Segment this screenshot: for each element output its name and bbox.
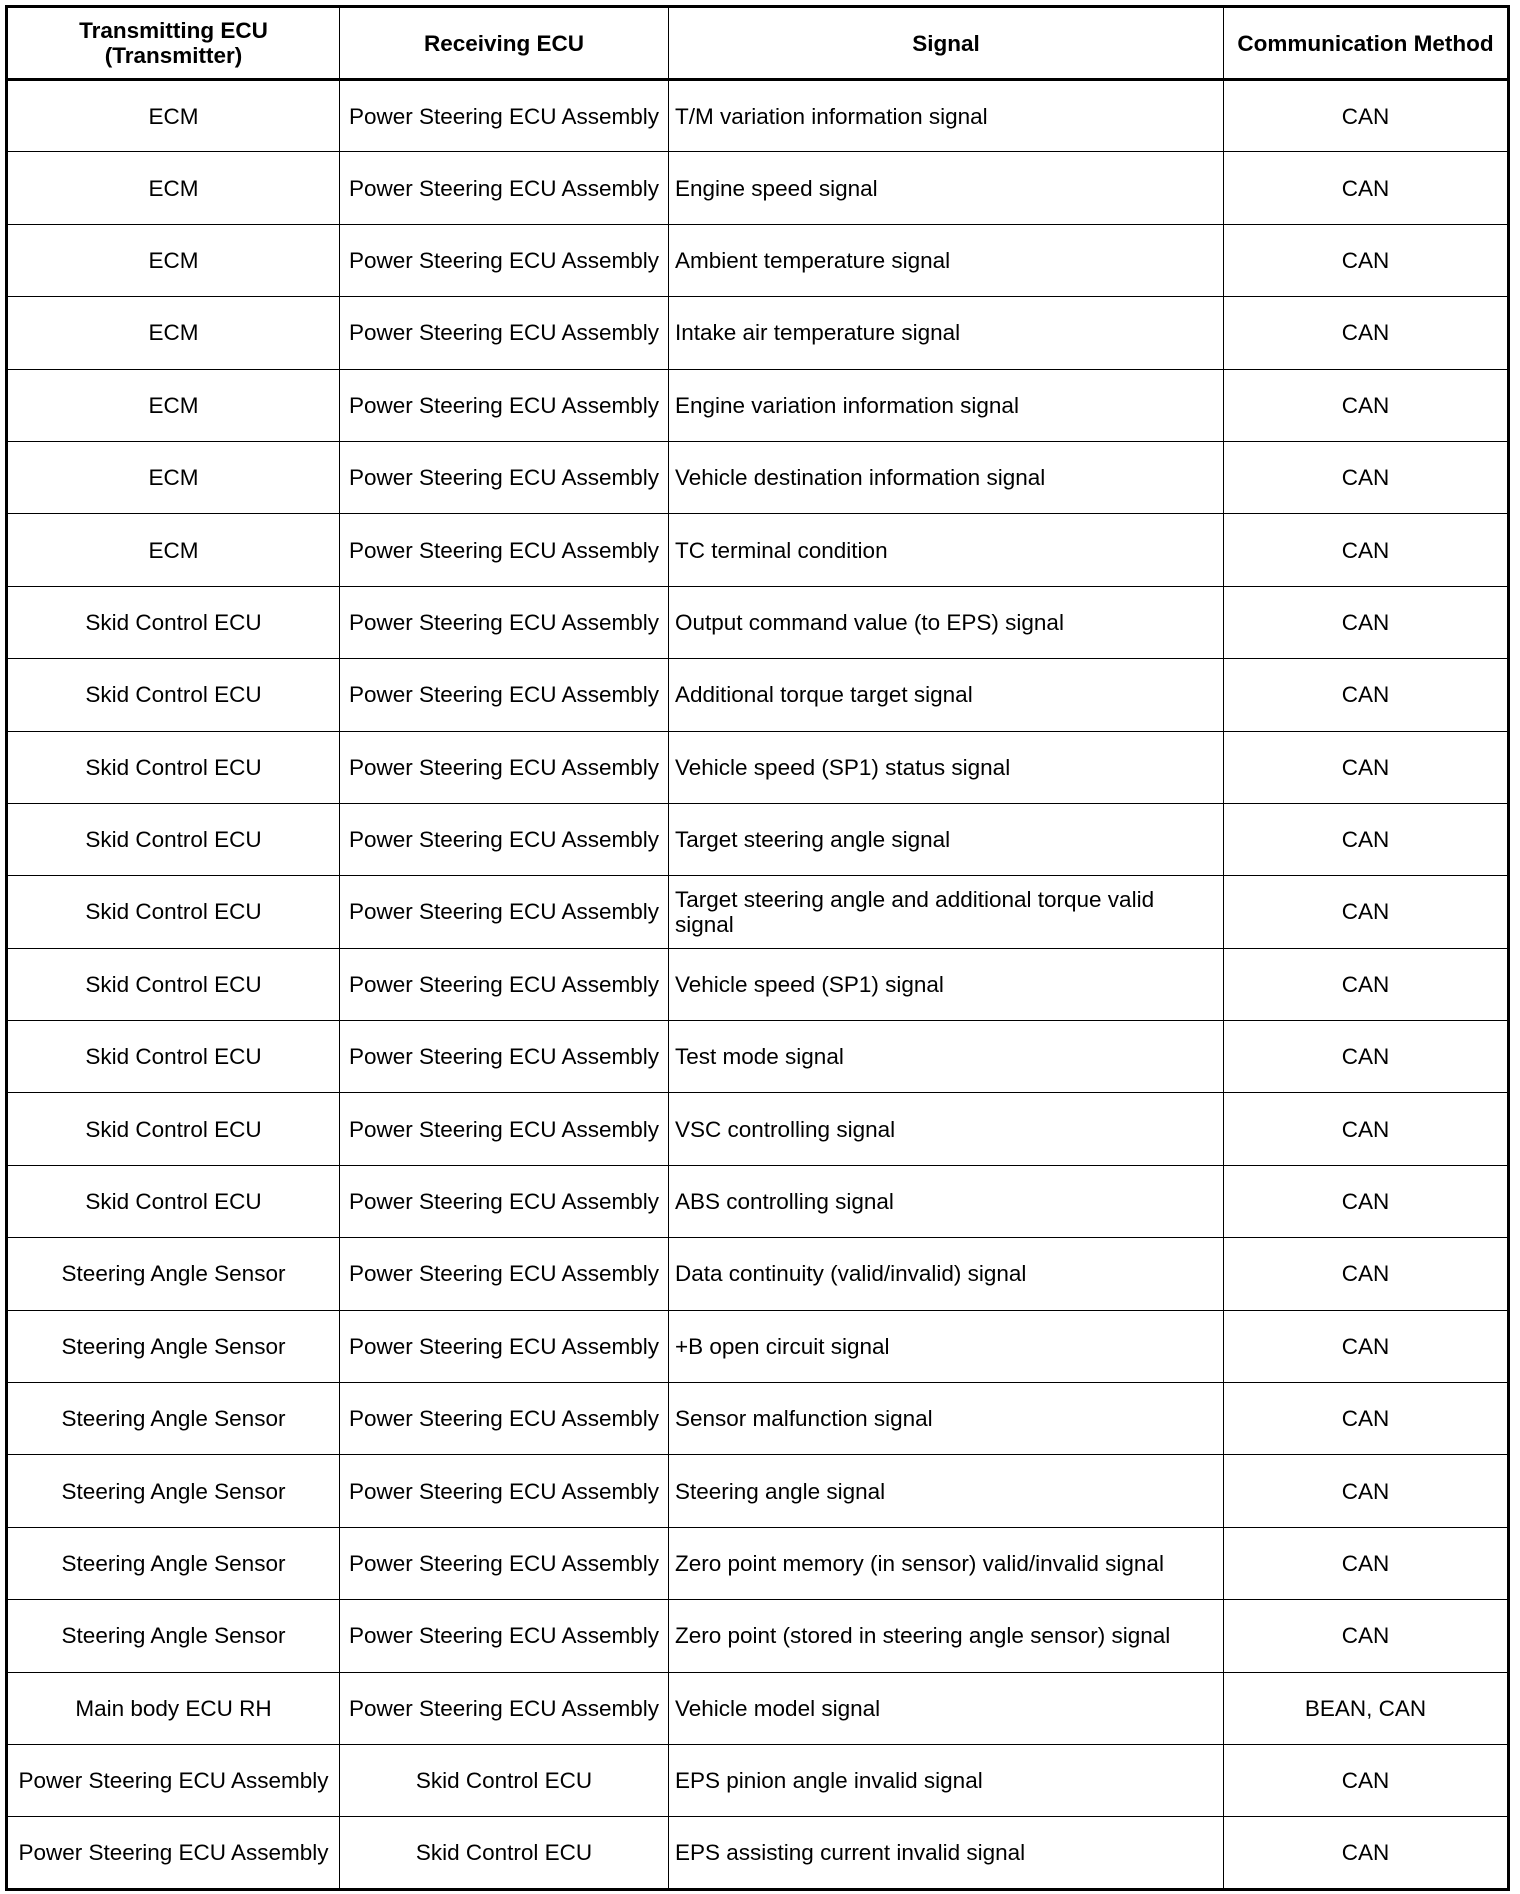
cell-method: CAN — [1224, 948, 1509, 1020]
cell-signal: Steering angle signal — [669, 1455, 1224, 1527]
cell-method: CAN — [1224, 659, 1509, 731]
cell-signal: EPS assisting current invalid signal — [669, 1817, 1224, 1889]
cell-signal: Output command value (to EPS) signal — [669, 586, 1224, 658]
cell-transmitter: ECM — [7, 369, 340, 441]
table-row — [7, 297, 1509, 369]
cell-transmitter: Skid Control ECU — [7, 1021, 340, 1093]
cell-method: CAN — [1224, 1165, 1509, 1237]
cell-method: CAN — [1224, 224, 1509, 296]
cell-transmitter: Skid Control ECU — [7, 876, 340, 948]
cell-signal: Vehicle speed (SP1) status signal — [669, 731, 1224, 803]
header-transmitter: Transmitting ECU (Transmitter) — [7, 7, 340, 80]
cell-method: CAN — [1224, 1744, 1509, 1816]
cell-receiver: Power Steering ECU Assembly — [340, 1165, 669, 1237]
table-row — [7, 876, 1509, 948]
cell-receiver: Power Steering ECU Assembly — [340, 948, 669, 1020]
cell-method: BEAN, CAN — [1224, 1672, 1509, 1744]
cell-signal: T/M variation information signal — [669, 80, 1224, 152]
cell-signal: Target steering angle signal — [669, 803, 1224, 875]
cell-transmitter: ECM — [7, 297, 340, 369]
cell-method: CAN — [1224, 1817, 1509, 1889]
cell-receiver: Power Steering ECU Assembly — [340, 1672, 669, 1744]
cell-receiver: Power Steering ECU Assembly — [340, 731, 669, 803]
cell-method: CAN — [1224, 731, 1509, 803]
cell-method: CAN — [1224, 297, 1509, 369]
cell-receiver: Power Steering ECU Assembly — [340, 514, 669, 586]
cell-signal: Test mode signal — [669, 1021, 1224, 1093]
table-row — [7, 80, 1509, 152]
cell-transmitter: Skid Control ECU — [7, 731, 340, 803]
cell-transmitter: ECM — [7, 80, 340, 152]
table-row — [7, 1600, 1509, 1672]
table-row — [7, 586, 1509, 658]
cell-receiver: Power Steering ECU Assembly — [340, 1527, 669, 1599]
cell-receiver: Power Steering ECU Assembly — [340, 369, 669, 441]
cell-receiver: Power Steering ECU Assembly — [340, 1383, 669, 1455]
cell-transmitter: Skid Control ECU — [7, 586, 340, 658]
cell-receiver: Power Steering ECU Assembly — [340, 659, 669, 731]
cell-receiver: Power Steering ECU Assembly — [340, 441, 669, 513]
header-receiver: Receiving ECU — [340, 7, 669, 80]
cell-receiver: Power Steering ECU Assembly — [340, 1310, 669, 1382]
cell-receiver: Power Steering ECU Assembly — [340, 586, 669, 658]
cell-method: CAN — [1224, 1238, 1509, 1310]
table-row — [7, 1383, 1509, 1455]
cell-transmitter: Steering Angle Sensor — [7, 1238, 340, 1310]
cell-signal: Vehicle speed (SP1) signal — [669, 948, 1224, 1020]
cell-transmitter: Steering Angle Sensor — [7, 1310, 340, 1382]
cell-transmitter: Steering Angle Sensor — [7, 1455, 340, 1527]
table-row — [7, 514, 1509, 586]
table-row — [7, 1455, 1509, 1527]
table-row — [7, 441, 1509, 513]
cell-signal: Vehicle model signal — [669, 1672, 1224, 1744]
cell-method: CAN — [1224, 586, 1509, 658]
cell-receiver: Skid Control ECU — [340, 1817, 669, 1889]
table-row — [7, 224, 1509, 296]
cell-transmitter: Skid Control ECU — [7, 659, 340, 731]
cell-method: CAN — [1224, 152, 1509, 224]
table-body — [7, 80, 1509, 1890]
table-row — [7, 659, 1509, 731]
cell-receiver: Power Steering ECU Assembly — [340, 224, 669, 296]
cell-receiver: Power Steering ECU Assembly — [340, 1238, 669, 1310]
table-row — [7, 1310, 1509, 1382]
table-row — [7, 948, 1509, 1020]
cell-transmitter: Power Steering ECU Assembly — [7, 1744, 340, 1816]
cell-method: CAN — [1224, 1310, 1509, 1382]
table-row — [7, 1744, 1509, 1816]
cell-receiver: Power Steering ECU Assembly — [340, 803, 669, 875]
cell-receiver: Skid Control ECU — [340, 1744, 669, 1816]
cell-signal: ABS controlling signal — [669, 1165, 1224, 1237]
cell-method: CAN — [1224, 1021, 1509, 1093]
cell-transmitter: Steering Angle Sensor — [7, 1383, 340, 1455]
cell-method: CAN — [1224, 1455, 1509, 1527]
table-row — [7, 1817, 1509, 1889]
cell-method: CAN — [1224, 369, 1509, 441]
cell-signal: Data continuity (valid/invalid) signal — [669, 1238, 1224, 1310]
cell-signal: Engine speed signal — [669, 152, 1224, 224]
cell-signal: +B open circuit signal — [669, 1310, 1224, 1382]
cell-method: CAN — [1224, 514, 1509, 586]
cell-transmitter: Skid Control ECU — [7, 803, 340, 875]
cell-signal: Ambient temperature signal — [669, 224, 1224, 296]
table-row — [7, 1021, 1509, 1093]
table-row — [7, 803, 1509, 875]
cell-receiver: Power Steering ECU Assembly — [340, 152, 669, 224]
header-row — [7, 7, 1509, 80]
cell-signal: EPS pinion angle invalid signal — [669, 1744, 1224, 1816]
table-row — [7, 369, 1509, 441]
cell-method: CAN — [1224, 1093, 1509, 1165]
cell-transmitter: ECM — [7, 514, 340, 586]
header-signal: Signal — [669, 7, 1224, 80]
cell-transmitter: ECM — [7, 224, 340, 296]
cell-signal: Target steering angle and additional torque valid signal — [669, 876, 1224, 948]
cell-signal: Intake air temperature signal — [669, 297, 1224, 369]
cell-transmitter: Power Steering ECU Assembly — [7, 1817, 340, 1889]
cell-method: CAN — [1224, 441, 1509, 513]
table-row — [7, 731, 1509, 803]
cell-method: CAN — [1224, 876, 1509, 948]
cell-signal: Sensor malfunction signal — [669, 1383, 1224, 1455]
cell-signal: TC terminal condition — [669, 514, 1224, 586]
table-row — [7, 1093, 1509, 1165]
cell-method: CAN — [1224, 1600, 1509, 1672]
cell-transmitter: ECM — [7, 441, 340, 513]
cell-transmitter: Skid Control ECU — [7, 1165, 340, 1237]
cell-method: CAN — [1224, 803, 1509, 875]
cell-receiver: Power Steering ECU Assembly — [340, 876, 669, 948]
table-row — [7, 1672, 1509, 1744]
cell-signal: VSC controlling signal — [669, 1093, 1224, 1165]
cell-receiver: Power Steering ECU Assembly — [340, 1093, 669, 1165]
cell-transmitter: ECM — [7, 152, 340, 224]
header-method: Communication Method — [1224, 7, 1509, 80]
table-row — [7, 1165, 1509, 1237]
cell-transmitter: Steering Angle Sensor — [7, 1527, 340, 1599]
cell-signal: Zero point memory (in sensor) valid/invalid signal — [669, 1527, 1224, 1599]
cell-receiver: Power Steering ECU Assembly — [340, 1021, 669, 1093]
table-row — [7, 1238, 1509, 1310]
table-row — [7, 1527, 1509, 1599]
cell-transmitter: Steering Angle Sensor — [7, 1600, 340, 1672]
cell-signal: Vehicle destination information signal — [669, 441, 1224, 513]
cell-transmitter: Skid Control ECU — [7, 948, 340, 1020]
cell-signal: Additional torque target signal — [669, 659, 1224, 731]
cell-receiver: Power Steering ECU Assembly — [340, 297, 669, 369]
cell-signal: Engine variation information signal — [669, 369, 1224, 441]
ecu-communication-table — [5, 5, 1510, 1891]
cell-receiver: Power Steering ECU Assembly — [340, 1455, 669, 1527]
cell-transmitter: Main body ECU RH — [7, 1672, 340, 1744]
cell-method: CAN — [1224, 1383, 1509, 1455]
cell-receiver: Power Steering ECU Assembly — [340, 80, 669, 152]
cell-receiver: Power Steering ECU Assembly — [340, 1600, 669, 1672]
cell-signal: Zero point (stored in steering angle sensor) signal — [669, 1600, 1224, 1672]
cell-method: CAN — [1224, 80, 1509, 152]
cell-transmitter: Skid Control ECU — [7, 1093, 340, 1165]
cell-method: CAN — [1224, 1527, 1509, 1599]
table-row — [7, 152, 1509, 224]
